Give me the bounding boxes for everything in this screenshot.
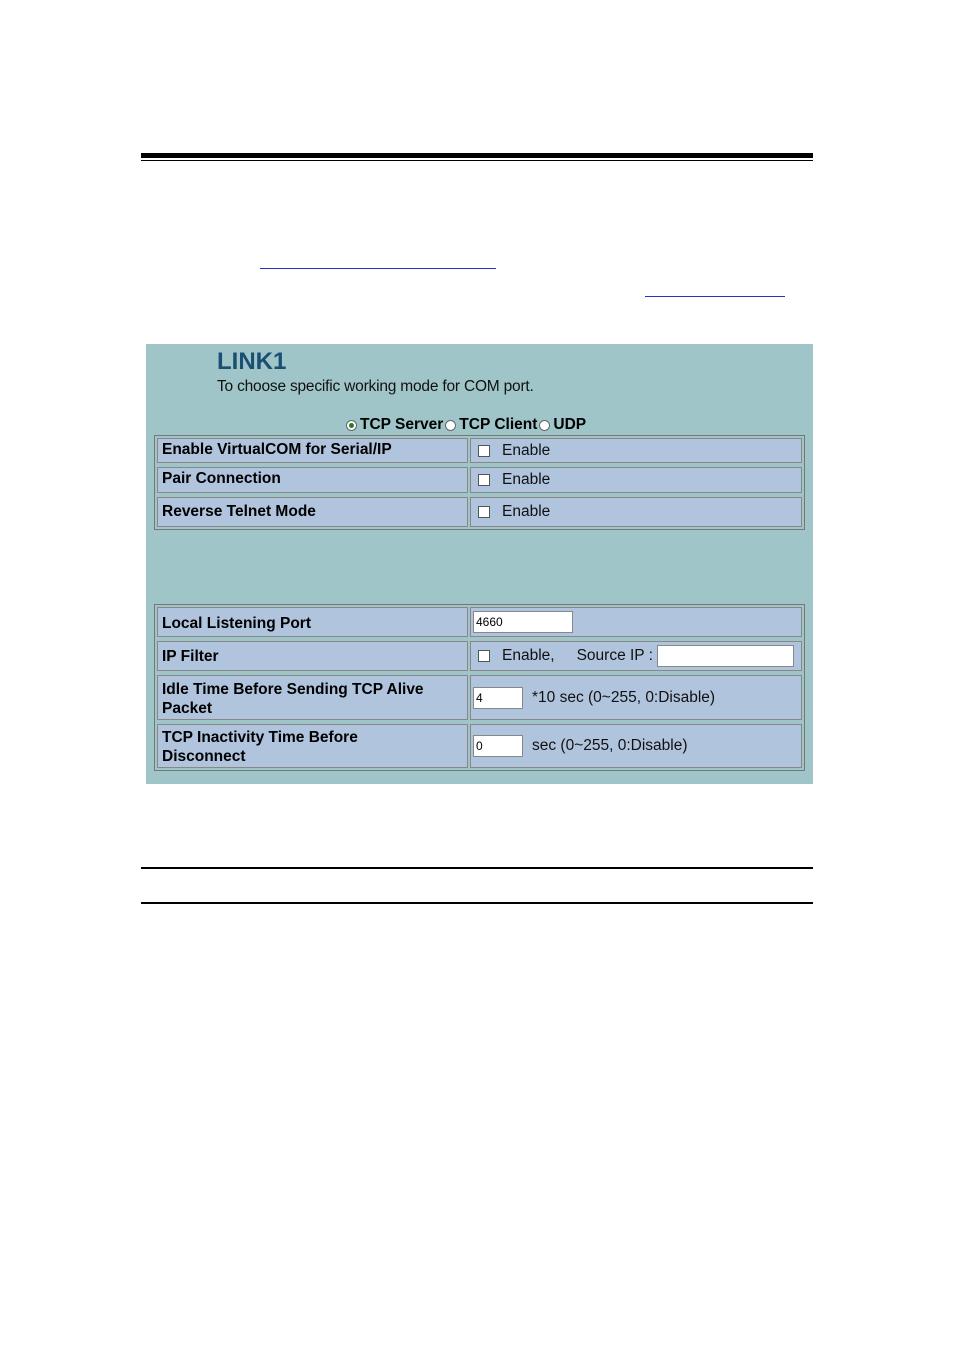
source-ip-label: Source IP : xyxy=(576,647,653,664)
inactivity-label xyxy=(157,724,468,768)
table-row xyxy=(155,673,804,722)
idle-time-label-line2: Packet xyxy=(162,700,212,717)
table-row xyxy=(155,722,804,770)
local-port-input[interactable]: 4660 xyxy=(473,611,573,633)
table-row xyxy=(155,495,804,529)
ip-filter-enable-label: Enable, xyxy=(502,647,555,664)
pair-connection-checkbox[interactable] xyxy=(478,474,490,486)
table-row xyxy=(155,639,804,673)
virtualcom-cell xyxy=(470,438,802,463)
idle-time-input[interactable]: 4 xyxy=(473,687,523,709)
tcp-client-label: TCP Client xyxy=(459,416,538,433)
idle-time-label xyxy=(157,675,468,720)
ip-filter-cell xyxy=(470,641,802,671)
inactivity-label-line1: TCP Inactivity Time Before xyxy=(162,729,358,746)
inactivity-label-line2: Disconnect xyxy=(162,748,246,765)
panel-subtitle: To choose specific working mode for COM port. xyxy=(217,378,534,395)
tcp-client-radio[interactable] xyxy=(445,420,456,431)
hyperlink-underline[interactable] xyxy=(260,268,496,269)
header-rule-thin xyxy=(141,160,813,161)
mode-radio-group xyxy=(344,416,586,434)
options-table xyxy=(154,435,805,530)
port-settings-table xyxy=(154,604,805,771)
inactivity-cell xyxy=(470,724,802,768)
virtualcom-enable-label: Enable xyxy=(502,441,551,459)
virtualcom-checkbox[interactable] xyxy=(478,445,490,457)
udp-radio[interactable] xyxy=(539,420,550,431)
ip-filter-checkbox[interactable] xyxy=(478,650,490,662)
ip-filter-label: IP Filter xyxy=(157,641,468,671)
table-row xyxy=(155,436,804,465)
reverse-telnet-label: Reverse Telnet Mode xyxy=(157,497,468,527)
virtualcom-label: Enable VirtualCOM for Serial/IP xyxy=(157,438,468,463)
inactivity-input[interactable]: 0 xyxy=(473,735,523,757)
tcp-server-label: TCP Server xyxy=(360,416,444,433)
idle-time-label-line1: Idle Time Before Sending TCP Alive xyxy=(162,681,424,698)
section-rule xyxy=(141,902,813,904)
panel-title: LINK1 xyxy=(217,348,287,375)
pair-connection-label: Pair Connection xyxy=(157,467,468,493)
source-ip-input[interactable] xyxy=(657,645,794,667)
pair-connection-cell xyxy=(470,467,802,493)
pair-connection-enable-label: Enable xyxy=(502,471,551,488)
local-port-label: Local Listening Port xyxy=(157,607,468,637)
idle-time-unit: *10 sec (0~255, 0:Disable) xyxy=(532,688,716,706)
table-row xyxy=(155,465,804,495)
local-port-cell xyxy=(470,607,802,637)
udp-label: UDP xyxy=(553,416,587,433)
idle-time-cell xyxy=(470,675,802,720)
table-row xyxy=(155,605,804,639)
section-rule xyxy=(141,867,813,869)
reverse-telnet-checkbox[interactable] xyxy=(478,506,490,518)
hyperlink-underline[interactable] xyxy=(645,296,785,297)
inactivity-unit: sec (0~255, 0:Disable) xyxy=(532,737,688,754)
link1-settings-panel xyxy=(146,344,813,784)
reverse-telnet-enable-label: Enable xyxy=(502,503,551,520)
header-rule xyxy=(141,153,813,158)
reverse-telnet-cell xyxy=(470,497,802,527)
tcp-server-radio[interactable] xyxy=(346,420,357,431)
